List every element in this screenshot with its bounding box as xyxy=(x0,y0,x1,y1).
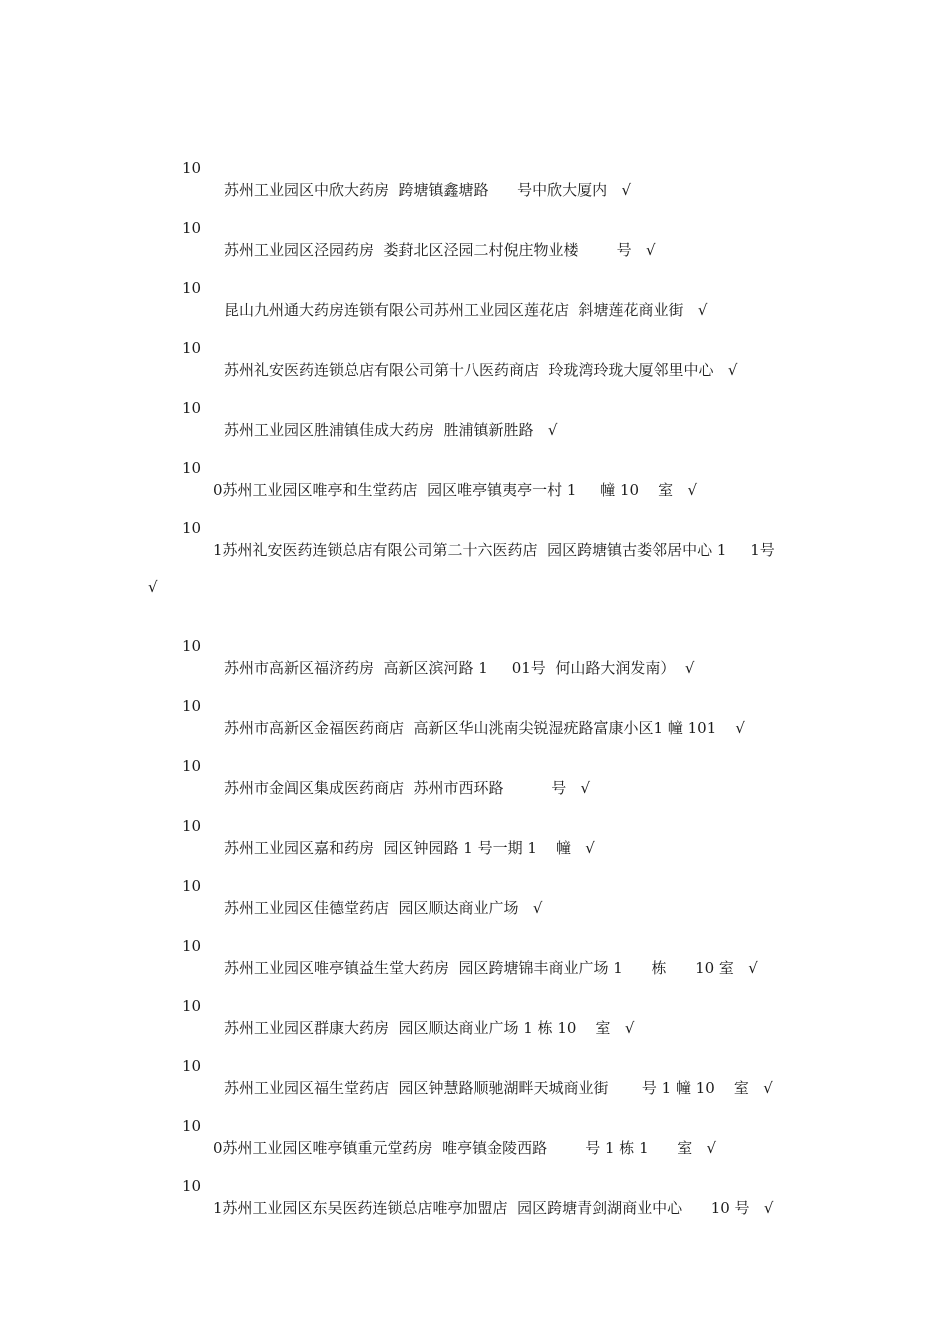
list-item xyxy=(0,733,950,797)
item-number: 10 xyxy=(182,997,202,1015)
item-number: 10 xyxy=(182,399,202,417)
list-item xyxy=(0,135,950,199)
item-text: 1苏州礼安医药连锁总店有限公司第二十六医药店 园区跨塘镇古娄邻居中心 1 1号 xyxy=(213,541,775,559)
item-text: 苏州工业园区佳德堂药店 园区顺达商业广场 √ xyxy=(224,899,543,917)
item-text: 苏州工业园区群康大药房 园区顺达商业广场 1 栋 10 室 √ xyxy=(224,1019,635,1037)
item-text: 苏州工业园区中欣大药房 跨塘镇鑫塘路 号中欣大厦内 √ xyxy=(224,181,632,199)
list-item xyxy=(0,913,950,977)
item-number: 10 xyxy=(182,697,202,715)
item-number: 10 xyxy=(182,279,202,297)
list-item xyxy=(0,255,950,319)
item-number: 10 xyxy=(182,937,202,955)
list-item xyxy=(0,1093,950,1157)
list-item xyxy=(0,495,950,559)
item-number: 10 xyxy=(182,459,202,477)
item-number: 10 xyxy=(182,1177,202,1195)
item-text: 0苏州工业园区唯亭和生堂药店 园区唯亭镇夷亭一村 1 幢 10 室 √ xyxy=(213,481,698,499)
list-item xyxy=(0,673,950,737)
item-number: 10 xyxy=(182,637,202,655)
item-text: 昆山九州通大药房连锁有限公司苏州工业园区莲花店 斜塘莲花商业街 √ xyxy=(224,301,708,319)
list-item xyxy=(0,853,950,917)
item-number: 10 xyxy=(182,219,202,237)
list-item xyxy=(0,973,950,1037)
list-item xyxy=(0,315,950,379)
list-item xyxy=(0,1033,950,1097)
list-item xyxy=(0,435,950,499)
item-text: 苏州工业园区胜浦镇佳成大药房 胜浦镇新胜路 √ xyxy=(224,421,558,439)
item-number: 10 xyxy=(182,1057,202,1075)
item-text: 苏州礼安医药连锁总店有限公司第十八医药商店 玲珑湾玲珑大厦邻里中心 √ xyxy=(224,361,738,379)
list-item xyxy=(0,613,950,677)
item-number: 10 xyxy=(182,339,202,357)
list-item xyxy=(0,793,950,857)
item-number: 10 xyxy=(182,519,202,537)
item-text: 苏州市高新区金福医药商店 高新区华山洮南尖锐湿疣路富康小区1 幢 101 √ xyxy=(224,719,745,737)
check-mark: √ xyxy=(148,578,158,596)
item-text: 苏州市高新区福济药房 高新区滨河路 1 01号 何山路大润发南） √ xyxy=(224,659,695,677)
item-text: 苏州工业园区泾园药房 娄葑北区泾园二村倪庄物业楼 号 √ xyxy=(224,241,656,259)
item-number: 10 xyxy=(182,1117,202,1135)
item-text: 苏州市金阊区集成医药商店 苏州市西环路 号 √ xyxy=(224,779,591,797)
item-number: 10 xyxy=(182,159,202,177)
list-item xyxy=(0,195,950,259)
item-number: 10 xyxy=(182,817,202,835)
item-text: 0苏州工业园区唯亭镇重元堂药房 唯亭镇金陵西路 号 1 栋 1 室 √ xyxy=(213,1139,717,1157)
item-text: 苏州工业园区嘉和药房 园区钟园路 1 号一期 1 幢 √ xyxy=(224,839,595,857)
list-item xyxy=(0,1153,950,1217)
item-number: 10 xyxy=(182,877,202,895)
wrapped-check-line xyxy=(0,554,950,596)
item-number: 10 xyxy=(182,757,202,775)
list-item xyxy=(0,375,950,439)
item-text: 苏州工业园区唯亭镇益生堂大药房 园区跨塘锦丰商业广场 1 栋 10 室 √ xyxy=(224,959,758,977)
item-text: 苏州工业园区福生堂药店 园区钟慧路顺驰湖畔天城商业街 号 1 幢 10 室 √ xyxy=(224,1079,773,1097)
item-text: 1苏州工业园区东吴医药连锁总店唯亭加盟店 园区跨塘青剑湖商业中心 10 号 √ xyxy=(213,1199,774,1217)
